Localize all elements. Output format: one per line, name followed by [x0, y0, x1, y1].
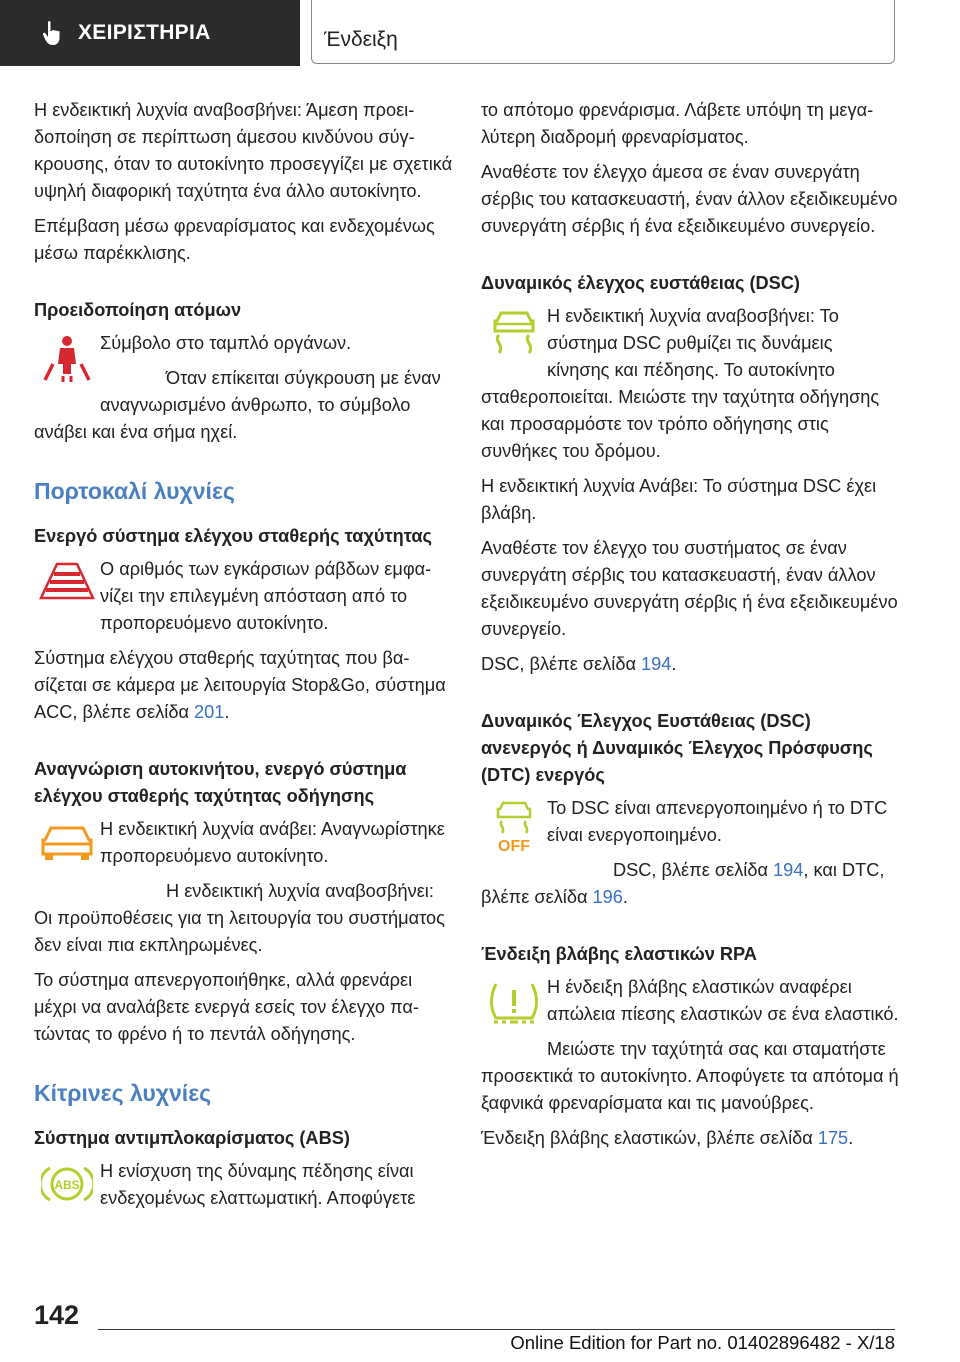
paragraph: Επέμβαση μέσω φρεναρίσματος και ενδεχομένως μέσω παρέκκλισης. — [34, 216, 435, 263]
paragraph: Το DSC είναι απενεργοποιημένο ή το DTC είναι ενεργοποιημένο. — [547, 798, 888, 845]
paragraph: Η ενδεικτική λυχνία ανάβει: Αναγνωρίστηκε προπορευόμενο αυτοκίνητο. — [100, 819, 445, 866]
subsection-tab[interactable] — [311, 0, 895, 64]
edition-note: Online Edition for Part no. 01402896482 - X/18 — [510, 1332, 895, 1353]
paragraph: Το σύστημα απενεργοποιήθηκε, αλλά φρενάρει μέχρι να αναλάβετε ενεργά εσείς τον έλεγχο πατώντας το φρένο ή το πεντάλ οδήγησης. — [34, 970, 419, 1044]
page-header — [0, 0, 960, 66]
heading-dsc: Δυναμικός έλεγχος ευστάθειας (DSC) — [481, 273, 800, 293]
page-number: 142 — [34, 1300, 80, 1330]
paragraph: Ο αριθμός των εγκάρσιων ράβδων εμφανίζει την επιλεγμένη απόσταση από το προπορευόμενο αυτοκίνητο. — [100, 559, 432, 633]
right-column — [481, 97, 899, 1160]
dsc-off-icon — [481, 799, 547, 865]
heading-yellow-lights: Κίτρινες λυχνίες — [34, 1080, 212, 1106]
paragraph: το απότομο φρενάρισμα. Λάβετε υπόψη τη μεγαλύτερη διαδρομή φρεναρίσματος. — [481, 100, 874, 147]
paragraph: Μειώστε την ταχύτητά σας και σταματήστε προσεκτικά το αυτοκίνητο. Αποφύγετε τα απότομα ή ξαφνικά φρεναρίσματα και τις μανούβρες. — [481, 1039, 899, 1113]
paragraph: Η ενίσχυση της δύναμης πέδησης είναι ενδεχομένως ελαττωματική. Αποφύγετε — [100, 1161, 416, 1208]
paragraph: DSC, βλέπε σελίδα 194, και DTC, βλέπε σελίδα 196. — [481, 860, 885, 907]
section-tab[interactable] — [0, 0, 300, 66]
svg-text:OFF: OFF — [498, 838, 530, 855]
dsc-skid-icon — [481, 307, 547, 373]
page-link[interactable]: 175 — [817, 1128, 849, 1148]
section-title: ΧΕΙΡΙΣΤΗΡΙΑ — [78, 21, 211, 44]
svg-text:ABS: ABS — [54, 1178, 80, 1192]
paragraph: Η ένδειξη βλάβης ελαστικών αναφέρει απώλεια πίεσης ελαστικών σε ένα ελαστικό. — [547, 977, 899, 1024]
abs-warning-icon — [34, 1162, 100, 1228]
paragraph: Η ενδεικτική λυχνία αναβοσβήνει: Άμεση προειδοποίηση σε περίπτωση άμεσου κινδύνου σύγκρουσης, όταν το αυτοκίνητο προσεγγίζει με σχετικά υψηλή διαφορική ταχύτητα ένα άλλο αυτοκίνητο. — [34, 100, 453, 201]
heading-vehicle-detection: Αναγνώριση αυτοκινήτου, ενεργό σύστημα ελέγχου σταθερής ταχύτητας οδήγησης — [34, 759, 407, 806]
paragraph: Η ενδεικτική λυχνία αναβοσβήνει: Το σύστημα DSC ρυθμίζει τις δυνάμεις κίνησης και πέδησης. Το αυτοκίνητο σταθεροποιείται. Μειώστε την ταχύτητα οδήγησης και προσαρμόστε τον τρόπο οδήγησης στις συνθήκες του δρόμου. — [481, 306, 880, 461]
paragraph: Σύμβολο στο ταμπλό οργάνων. — [100, 333, 352, 353]
paragraph: Σύστημα ελέγχου σταθερής ταχύτητας που βασίζεται σε κάμερα με λειτουργία Stop&Go, σύστημα ACC, βλέπε σελίδα 201. — [34, 648, 446, 722]
pedestrian-warning-icon — [34, 334, 100, 400]
paragraph: Η ενδεικτική λυχνία Ανάβει: Το σύστημα DSC έχει βλάβη. — [481, 476, 877, 523]
left-column — [34, 97, 454, 1228]
heading-dsc-off: Δυναμικός Έλεγχος Ευστάθειας (DSC) ανενεργός ή Δυναμικός Έλεγχος Πρόσφυσης (DTC) ενεργός — [481, 711, 873, 785]
heading-abs: Σύστημα αντιμπλοκαρίσματος (ABS) — [34, 1128, 350, 1148]
footer-divider — [98, 1329, 895, 1330]
tire-pressure-icon — [481, 978, 547, 1044]
heading-person-warning: Προειδοποίηση ατόμων — [34, 300, 242, 320]
paragraph: Αναθέστε τον έλεγχο άμεσα σε έναν συνεργάτη σέρβις του κατασκευαστή, έναν άλλον εξειδικευμένο συνεργάτη σέρβις ή ένα εξειδικευμένο συνεργείο. — [481, 162, 898, 236]
heading-orange-lights: Πορτοκαλί λυχνίες — [34, 478, 235, 504]
page-link[interactable]: 196 — [592, 887, 623, 907]
distance-bars-icon — [34, 560, 100, 626]
page-link[interactable]: 194 — [641, 654, 672, 674]
paragraph: Αναθέστε τον έλεγχο του συστήματος σε έναν συνεργάτη σέρβις του κατασκευαστή, έναν άλλον εξειδικευμένο συνεργάτη σέρβις ή ένα εξειδικευμένο συνεργείο. — [481, 538, 898, 639]
vehicle-ahead-icon — [34, 820, 100, 886]
heading-acc: Ενεργό σύστημα ελέγχου σταθερής ταχύτητας — [34, 526, 432, 546]
heading-rpa: Ένδειξη βλάβης ελαστικών RPA — [481, 944, 757, 964]
subsection-title: Ένδειξη — [324, 28, 398, 51]
page-link[interactable]: 201 — [194, 702, 225, 722]
hand-pointer-icon — [42, 20, 64, 46]
paragraph: Όταν επίκειται σύγκρουση με έναν αναγνωρισμένο άνθρωπο, το σύμβολο ανάβει και ένα σήμα ηχεί. — [34, 368, 441, 442]
paragraph: DSC, βλέπε σελίδα 194. — [481, 654, 677, 674]
paragraph: Ένδειξη βλάβης ελαστικών, βλέπε σελίδα 175. — [481, 1128, 854, 1148]
paragraph: Η ενδεικτική λυχνία αναβοσβήνει: Οι προϋποθέσεις για τη λειτουργία του συστήματος δεν είναι πια εκπληρωμένες. — [34, 881, 445, 955]
page-link[interactable]: 194 — [773, 860, 804, 880]
